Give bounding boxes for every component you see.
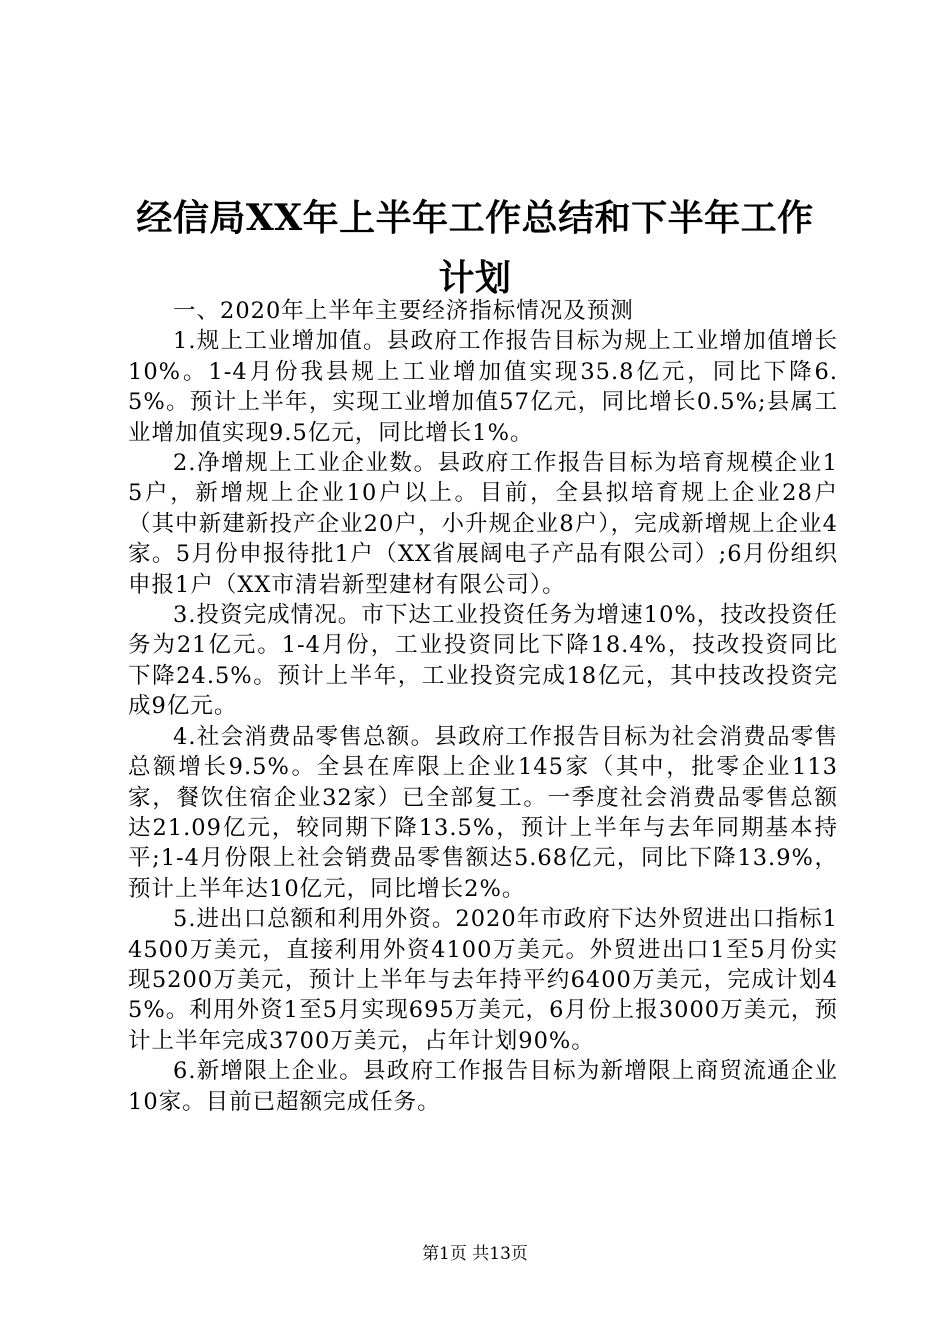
- paragraph-retail-sales: 4.社会消费品零售总额。县政府工作报告目标为社会消费品零售总额增长9.5%。全县在库限上企业145家（其中，批零企业113家，餐饮住宿企业32家）已全部复工。一季度社会消费品零售总额达21.09亿元，较同期下降13.5%，预计上半年与去年同期基本持平;1-4月份限上社会销费品零售额达5.68亿元，同比下降13.9%，预计上半年达10亿元，同比增长2%。: [128, 723, 838, 902]
- document-title: 经信局XX年上半年工作总结和下半年工作计划: [136, 197, 814, 299]
- paragraph-industrial-value-added: 1.规上工业增加值。县政府工作报告目标为规上工业增加值增长10%。1-4月份我县规上工业增加值实现35.8亿元，同比下降6.5%。预计上半年，实现工业增加值57亿元，同比增长0.5%;县属工业增加值实现9.5亿元，同比增长1%。: [128, 328, 838, 446]
- section-heading: 一、2020年上半年主要经济指标情况及预测: [173, 298, 634, 324]
- paragraph-new-limited-enterprises: 6.新增限上企业。县政府工作报告目标为新增限上商贸流通企业10家。目前已超额完成任务。: [128, 1058, 838, 1115]
- document-body: [128, 296, 838, 1117]
- paragraph-import-export: 5.进出口总额和利用外资。2020年市政府下达外贸进出口指标14500万美元，直接利用外资4100万美元。外贸进出口1至5月份实现5200万美元，预计上半年与去年持平约6400万美元，完成计划45%。利用外资1至5月实现695万美元，6月份上报3000万美元，预计上半年完成3700万美元，占年计划90%。: [128, 906, 838, 1054]
- page-number-footer: 第1页 共13页: [422, 1244, 528, 1264]
- paragraph-new-enterprises: 2.净增规上工业企业数。县政府工作报告目标为培育规模企业15户，新增规上企业10户以上。目前，全县拟培育规上企业28户（其中新建新投产企业20户，小升规企业8户），完成新增规上企业4家。5月份申报待批1户（XX省展阔电子产品有限公司）;6月份组织申报1户（XX市清岩新型建材有限公司）。: [128, 450, 838, 598]
- paragraph-investment: 3.投资完成情况。市下达工业投资任务为增速10%，技改投资任务为21亿元。1-4月份，工业投资同比下降18.4%，技改投资同比下降24.5%。预计上半年，工业投资完成18亿元，其中技改投资完成9亿元。: [128, 602, 838, 720]
